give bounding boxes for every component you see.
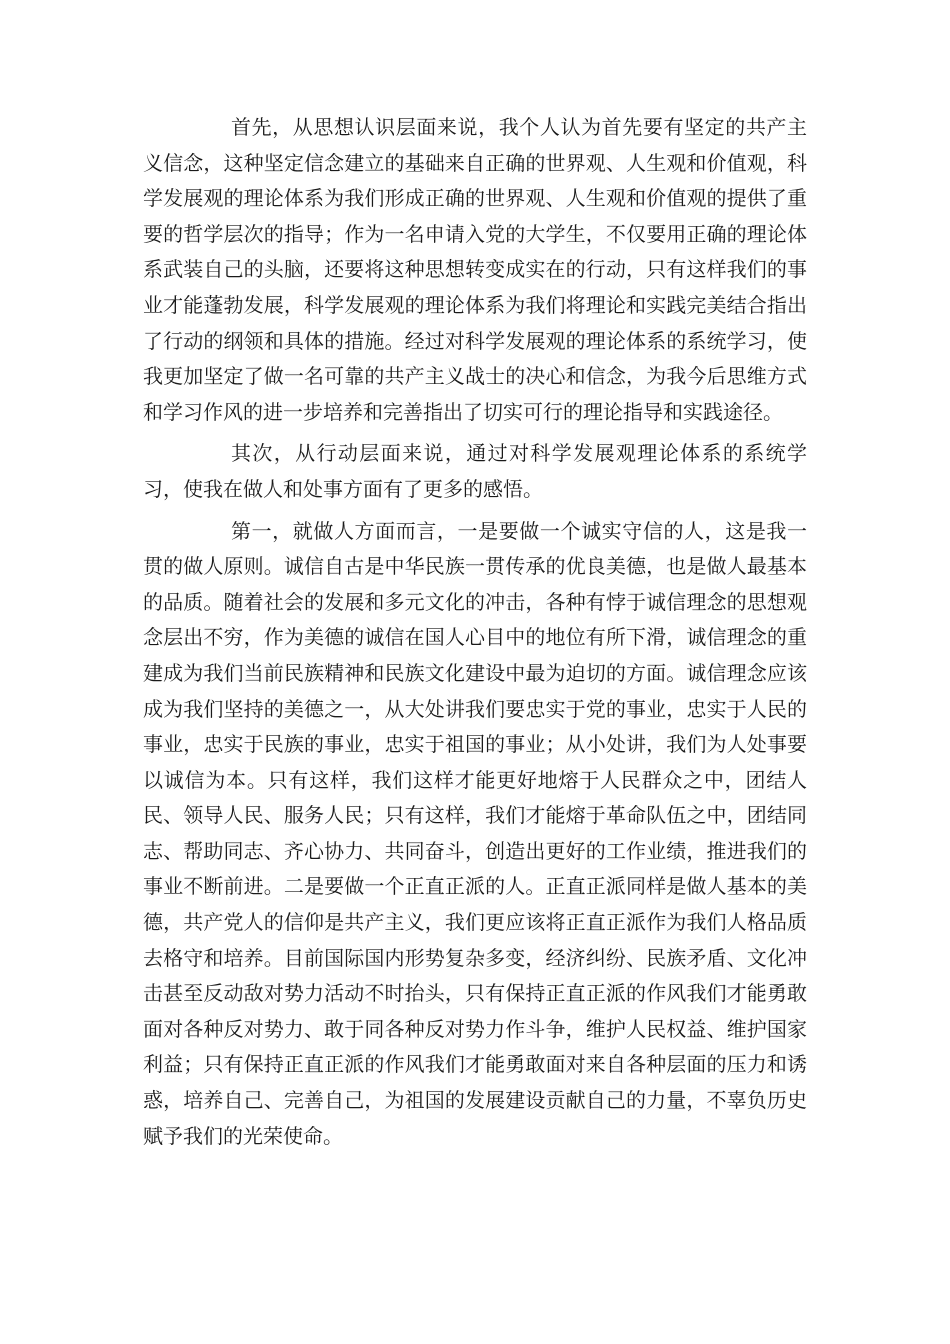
paragraph-being-a-person: 第一，就做人方面而言，一是要做一个诚实守信的人，这是我一贯的做人原则。诚信自古是中华民族一贯传承的优良美德，也是做人最基本的品质。随着社会的发展和多元文化的冲击，各种有悖于诚信理念的思想观念层出不穷，作为美德的诚信在国人心目中的地位有所下滑，诚信理念的重建成为我们当前民族精神和民族文化建设中最为迫切的方面。诚信理念应该成为我们坚持的美德之一，从大处讲我们要忠实于党的事业，忠实于人民的事业，忠实于民族的事业，忠实于祖国的事业；从小处讲，我们为人处事要以诚信为本。只有这样，我们这样才能更好地熔于人民群众之中，团结人民、领导人民、服务人民；只有这样，我们才能熔于革命队伍之中，团结同志、帮助同志、齐心协力、共同奋斗，创造出更好的工作业绩，推进我们的事业不断前进。二是要做一个正直正派的人。正直正派同样是做人基本的美德，共产党人的信仰是共产主义，我们更应该将正直正派作为我们人格品质去格守和培养。目前国际国内形势复杂多变，经济纠纷、民族矛盾、文化冲击甚至反动敌对势力活动不时抬头，只有保持正直正派的作风我们才能勇敢面对各种反对势力、敢于同各种反对势力作斗争，维护人民权益、维护国家利益；只有保持正直正派的作风我们才能勇敢面对来自各种层面的压力和诱惑，培养自己、完善自己，为祖国的发展建设贡献自己的力量，不辜负历史赋予我们的光荣使命。 <box>143 518 807 1148</box>
paragraph-thought-level: 首先，从思想认识层面来说，我个人认为首先要有坚定的共产主义信念，这种坚定信念建立的基础来自正确的世界观、人生观和价值观，科学发展观的理论体系为我们形成正确的世界观、人生观和价值观的提供了重要的哲学层次的指导；作为一名申请入党的大学生，不仅要用正确的理论体系武装自己的头脑，还要将这种思想转变成实在的行动，只有这样我们的事业才能蓬勃发展，科学发展观的理论体系为我们将理论和实践完美结合指出了行动的纲领和具体的措施。经过对科学发展观的理论体系的系统学习，使我更加坚定了做一名可靠的共产主义战士的决心和信念，为我今后思维方式和学习作风的进一步培养和完善指出了切实可行的理论指导和实践途径。 <box>143 115 807 424</box>
paragraph-action-level: 其次，从行动层面来说，通过对科学发展观理论体系的系统学习，使我在做人和处事方面有了更多的感悟。 <box>143 441 807 501</box>
document-body <box>143 110 807 1160</box>
